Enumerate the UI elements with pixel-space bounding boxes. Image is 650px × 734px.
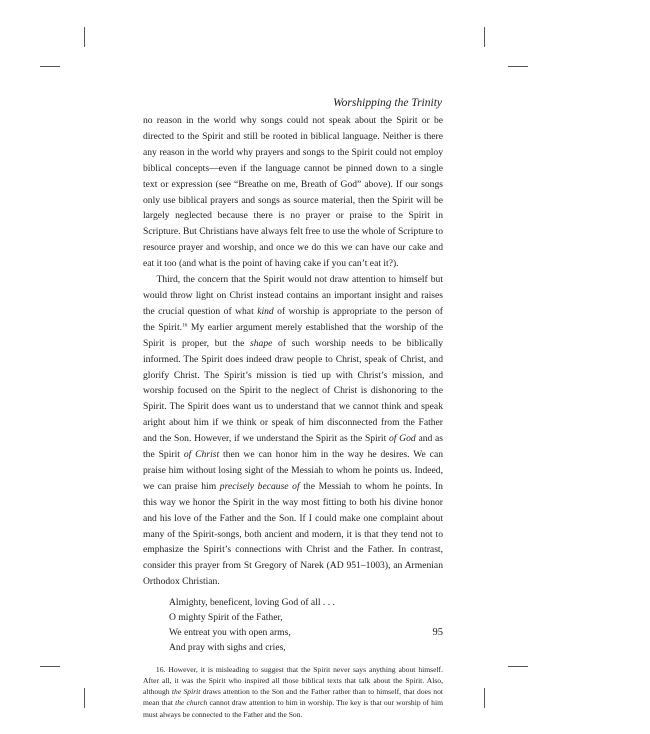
footnote-reference[interactable]: 16: [182, 322, 188, 329]
running-head: Worshipping the Trinity: [333, 97, 442, 109]
crop-mark: [40, 666, 60, 667]
crop-mark: [484, 688, 485, 708]
crop-mark: [508, 666, 528, 667]
footnote-16: 16. However, it is misleading to suggest that the Spirit never says anything about himself. After all, it was the Spirit who inspired all those biblical texts that talk about the Spirit. Also, although the Spirit draws attention to the Son and the Father rather than to himself, that does not mean that the church cannot draw attention to him in worship. The key is that our worship of him must always be connected to the Father and the Son.: [143, 665, 444, 719]
crop-mark: [508, 66, 528, 67]
crop-mark: [40, 66, 60, 67]
body-text: [143, 113, 443, 720]
crop-mark: [484, 27, 485, 47]
verse-line: O mighty Spirit of the Father,: [169, 612, 283, 624]
crop-mark: [84, 27, 85, 47]
page-number: 95: [432, 627, 443, 638]
crop-mark: [84, 688, 85, 708]
verse-line: We entreat you with open arms,: [169, 627, 291, 639]
paragraph-1: no reason in the world why songs could not speak about the Spirit or be directed to the Spirit and still be rooted in biblical language. Neither is there any reason in the world why prayers and songs to the Spirit could not employ biblical concepts—even if the language cannot be pinned down to a single text or expression (see “Breathe on me, Breath of God” above). If our songs only use biblical prayers and songs as source material, then the Spirit will be largely neglected because there is no prayer or praise to the Spirit in Scripture. But Christians have always felt free to use the whole of Scripture to resource prayer and worship, and once we do this we can have our cake and eat it too (and what is the point of having cake if you can’t eat it?).: [143, 115, 443, 270]
verse-line: Almighty, beneficent, loving God of all . . .: [169, 597, 335, 609]
paragraph-2: Third, the concern that the Spirit would not draw attention to himself but would throw light on Christ instead contains an important insight and raises the crucial question of what kind of worship is appropriate to the person of the Spirit.$^{16}$ My earlier argument merely established that the worship of the Spirit is proper, but the shape of such worship needs to be biblically informed. The Spirit does indeed draw people to Christ, speak of Christ, and glorify Christ. The Spirit’s mission is tied up with Christ’s mission, and worship focused on the Spirit to the neglect of Christ is dishonoring to the Spirit. The Spirit does want us to understand that we cannot think and speak aright about him if we think or speak of him disconnected from the Father and the Son. However, if we understand the Spirit as the Spirit of God and as the Spirit of Christ then we can honor him in the way he desires. We can praise him without losing sight of the Messiah to whom he points us. Indeed, we can praise him precisely because of the Messiah to whom he points. In this way we honor the Spirit in the way most fitting to both his divine honor and his love of the Father and the Son. If I could make one complaint about many of the Spirit-songs, both ancient and modern, it is that they tend not to emphasize the Spirit’s connections with Christ and the Father. In contrast, consider this prayer from St Gregory of Narek (AD 951–1003), an Armenian Orthodox Christian.: [143, 274, 444, 588]
verse-line: And pray with sighs and cries,: [169, 642, 286, 654]
prayer-quote: [169, 595, 443, 655]
